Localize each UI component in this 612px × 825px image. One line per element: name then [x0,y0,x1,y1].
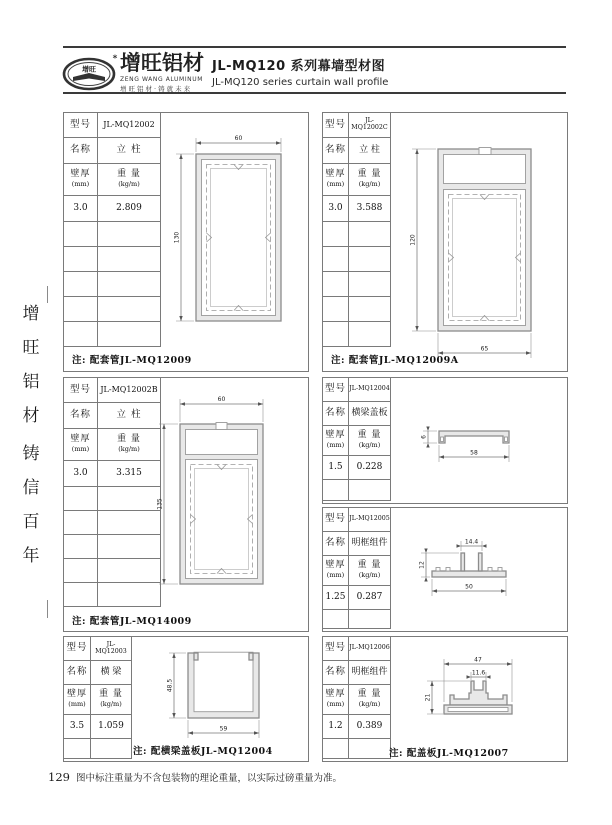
dimension-label: 12 [418,561,426,569]
spec-table [322,507,391,629]
panel-note: 注: 配套管JL-MQ12009 [72,355,192,366]
dimension-label: 21 [424,693,432,702]
brand-block [120,53,212,93]
thickness-value: 3.0 [64,461,98,487]
company-logo [62,52,120,92]
thickness-header: 壁厚 (mm) [323,426,349,456]
profile-drawing-jl-mq12002c [391,113,567,371]
weight-value: 0.287 [349,586,391,610]
weight-header: 重 量 (kg/m) [349,685,391,715]
thickness-header: 壁厚 (mm) [323,164,349,196]
model-value: JL-MQ12002C [349,113,391,138]
profile-panel-jl-mq12005 [322,507,568,632]
thickness-value: 1.25 [323,586,349,610]
name-value: 立 柱 [98,138,161,164]
profile-drawing-jl-mq12002 [161,113,308,371]
dimension-label: 50 [465,583,473,591]
dimension-label: 65 [480,345,489,353]
page-number: 129 [48,770,70,784]
weight-header: 重 量 (kg/m) [349,556,391,586]
weight-header: 重 量 (kg/m) [98,164,161,196]
sidebar-char: 材 [22,406,40,426]
model-label: 型号 [323,113,349,138]
header-top-rule [63,46,566,48]
model-value: JL-MQ12006 [349,637,391,661]
thickness-header: 壁厚 (mm) [64,164,98,196]
profile-panel-jl-mq12002b [63,377,309,632]
thickness-value: 1.2 [323,715,349,739]
weight-value: 3.315 [98,461,161,487]
profile-drawing-jl-mq12006 [388,637,567,761]
spec-table [322,377,391,501]
name-value: 横梁盖板 [349,402,391,426]
spec-table [63,377,161,607]
name-label: 名称 [64,661,91,685]
model-label: 型号 [323,508,349,532]
thickness-header: 壁厚 (mm) [64,429,98,461]
weight-header: 重 量 (kg/m) [98,429,161,461]
sidebar-char: 铝 [22,372,40,392]
name-label: 名称 [64,403,98,429]
panel-note: 注: 配盖板JL-MQ12007 [389,748,509,759]
name-label: 名称 [323,661,349,685]
model-value: JL-MQ12002 [98,113,161,138]
name-value: 立 柱 [349,138,391,164]
dimension-label: 58 [470,449,478,457]
profile-panel-jl-mq12003 [63,636,309,762]
thickness-header: 壁厚 (mm) [64,685,91,715]
model-label: 型号 [323,637,349,661]
model-value: JL-MQ12004 [349,378,391,402]
model-label: 型号 [64,113,98,138]
sidebar-char: 增 [22,304,40,324]
dimension-label: 59 [219,725,228,733]
weight-header: 重 量 (kg/m) [349,164,391,196]
weight-value: 0.228 [349,456,391,480]
spec-table [63,636,132,759]
weight-value: 1.059 [91,715,132,739]
brand-name-cn: 增旺铝材 [120,51,204,75]
footer [48,770,342,784]
model-value: JL-MQ12003 [91,637,132,661]
thickness-value: 3.0 [323,196,349,222]
profile-panel-jl-mq12004 [322,377,568,504]
name-value: 横 梁 [91,661,132,685]
page-title: JL-MQ120 系列幕墙型材图 [212,59,386,74]
dimension-label: 48.5 [166,678,174,693]
weight-header: 重 量 (kg/m) [91,685,132,715]
brand-slogan: 增旺铝材·铸就未来 [120,85,193,93]
dimension-label: 120 [409,234,417,246]
brand-name-en: ZENG WANG ALUMINUM [120,76,204,83]
dimension-label: 6 [420,435,428,439]
panel-note: 注: 配套管JL-MQ14009 [72,616,192,627]
weight-value: 2.809 [98,196,161,222]
spec-table [322,636,391,759]
name-value: 明框组件 [349,532,391,556]
logo-registered-mark: * [112,54,118,64]
dimension-label: 135 [156,498,164,510]
name-label: 名称 [323,532,349,556]
thickness-value: 1.5 [323,456,349,480]
profile-drawing-jl-mq12002b [154,378,308,631]
model-label: 型号 [323,378,349,402]
sidebar-rule-top [47,286,48,303]
model-label: 型号 [64,378,98,403]
profile-panel-jl-mq12002c [322,112,568,372]
sidebar-char: 信 [22,478,40,498]
page-subtitle: JL-MQ120 series curtain wall profile [212,77,389,88]
thickness-value: 3.5 [64,715,91,739]
dimension-label: 47 [474,656,482,664]
footer-disclaimer: 图中标注重量为不含包装物的理论重量，以实际过磅重量为准。 [75,773,342,784]
sidebar-char: 铸 [22,444,40,464]
profile-panel-jl-mq12002 [63,112,309,372]
weight-value: 3.588 [349,196,391,222]
name-label: 名称 [323,402,349,426]
name-value: 立 柱 [98,403,161,429]
sidebar-char: 百 [22,512,40,532]
profile-drawing-jl-mq12004 [388,378,567,503]
name-label: 名称 [323,138,349,164]
sidebar-rule-bottom [47,600,48,618]
spec-table [63,112,161,347]
dimension-label: 60 [217,396,226,403]
model-value: JL-MQ12002B [98,378,161,403]
sidebar-char: 旺 [22,338,40,358]
spec-table [322,112,391,347]
dimension-label: 130 [173,231,181,244]
weight-header: 重 量 (kg/m) [349,426,391,456]
dimension-label: 11.6 [471,669,486,677]
sidebar-char: 年 [22,546,40,566]
model-label: 型号 [64,637,91,661]
thickness-header: 壁厚 (mm) [323,685,349,715]
model-value: JL-MQ12005 [349,508,391,532]
profile-drawing-jl-mq12005 [388,508,567,631]
sidebar-motto [21,306,41,582]
thickness-value: 3.0 [64,196,98,222]
profile-panel-jl-mq12006 [322,636,568,762]
dimension-label: 60 [234,135,243,142]
name-value: 明框组件 [349,661,391,685]
panel-note: 注: 配横梁盖板JL-MQ12004 [133,746,273,757]
dimension-label: 14.4 [464,538,479,546]
page-title-block [212,55,388,88]
thickness-header: 壁厚 (mm) [323,556,349,586]
weight-value: 0.389 [349,715,391,739]
panel-note: 注: 配套管JL-MQ12009A [331,355,459,366]
logo-roof-shape [73,73,105,81]
logo-text: 增旺 [82,65,96,74]
name-label: 名称 [64,138,98,164]
